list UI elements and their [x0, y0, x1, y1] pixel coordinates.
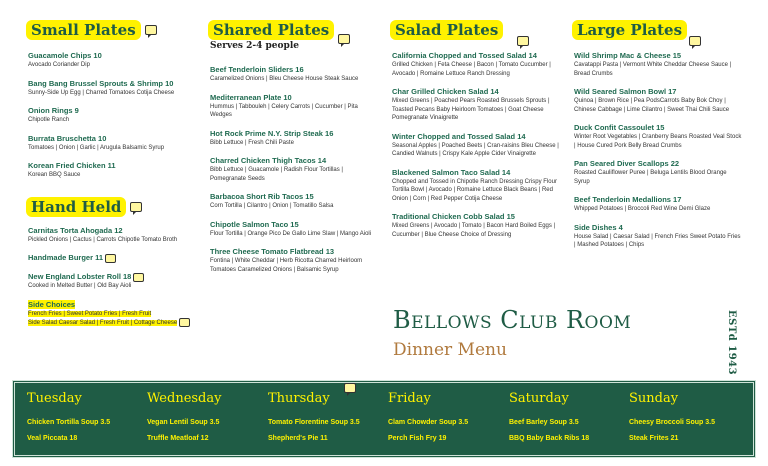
menu-item: Char Grilled Chicken Salad 14 Mixed Greens | Poached Pears Roasted Brussels Sprouts | Toasted Pecans Baby Heirloom Tomatoes | Goat Cheese Pomegranate Vinaigrette — [392, 87, 550, 121]
comment-icon[interactable] — [105, 254, 116, 263]
menu-item: Side Dishes 4 House Salad | Caesar Salad | French Fries Sweet Potato Fries | Mashed Potatoes | Chips — [574, 222, 741, 248]
menu-subtitle: Dinner Menu — [393, 340, 507, 360]
day-sunday: Sunday Cheesy Broccoli Soup 3.5 Steak Frites 21 — [629, 391, 715, 442]
menu-item: Handmade Burger 11 — [28, 253, 196, 263]
menu-item: Chipotle Salmon Taco 15 Flour Tortilla | Orange Pico De Gallo Lime Slaw | Mango Aioli — [210, 219, 372, 237]
menu-item: Charred Chicken Thigh Tacos 14 Bibb Lettuce | Guacamole | Radish Flour Tortillas | Pomegranate Seeds — [210, 156, 343, 182]
menu-item: Wild Seared Salmon Bowl 17 Quinoa | Brown Rice | Pea PodsCarrots Baby Bok Choy | Chinese Cabbage | Lime Cilantro | Sweet Thai Chili Sauce — [574, 87, 730, 113]
menu-item: Hot Rock Prime N.Y. Strip Steak 16 Bibb Lettuce | Fresh Chili Paste — [210, 128, 334, 146]
day-saturday: Saturday Beef Barley Soup 3.5 BBQ Baby Back Ribs 18 — [509, 391, 590, 442]
menu-item: Blackened Salmon Taco Salad 14 Chopped and Tossed in Chipotle Ranch Dressing Crispy Flour Tortilla Bowl | Avocado | Romaine Lettuce Black Beans | Red Onion | Corn | Red Pepper Cotija Cheese — [392, 167, 557, 202]
menu-item: Wild Shrimp Mac & Cheese 15 Cavatappi Pasta | Vermont White Cheddar Cheese Sauce | Bread Crumbs — [574, 51, 732, 77]
comment-icon[interactable] — [179, 318, 190, 327]
side-choices: Side Choices French Fries | Sweet Potato Fries | Fresh Fruit Side Salad Caesar Salad | Fresh Fruit | Cottage Cheese — [28, 300, 196, 328]
large-plates-column — [572, 20, 742, 259]
shared-plates-column — [208, 20, 378, 283]
comment-icon[interactable] — [689, 36, 701, 46]
day-tuesday: Tuesday Chicken Tortilla Soup 3.5 Veal Piccata 18 — [27, 391, 111, 442]
small-plates-column — [26, 20, 196, 337]
menu-item: Barbacoa Short Rib Tacos 15 Corn Tortilla | Cilantro | Onion | Tomatillo Salsa — [210, 192, 334, 209]
menu-item: Bang Bang Brussel Sprouts & Shrimp 10 Sunny-Side Up Egg | Charred Tomatoes Cotija Cheese — [28, 78, 175, 96]
large-plates-heading: Large Plates — [572, 20, 687, 40]
menu-item: New England Lobster Roll 18 Cooked in Melted Butter | Old Bay Aioli — [28, 272, 196, 291]
shared-plates-heading: Shared Plates — [208, 20, 334, 40]
comment-icon[interactable] — [338, 34, 350, 44]
menu-item: Guacamole Chips 10 Avocado Coriander Dip — [28, 51, 102, 68]
established-year: ESTd 1943 — [726, 310, 737, 376]
weekly-specials-bar — [12, 380, 756, 458]
comment-icon[interactable] — [133, 273, 144, 282]
day-wednesday: Wednesday Vegan Lentil Soup 3.5 Truffle Meatloaf 12 — [147, 391, 222, 442]
day-thursday: Thursday Tomato Florentine Soup 3.5 Shepherd's Pie 11 — [268, 391, 360, 442]
restaurant-name: Bellows Club Room — [393, 306, 632, 334]
day-friday: Friday Clam Chowder Soup 3.5 Perch Fish Fry 19 — [388, 391, 469, 442]
menu-item: Onion Rings 9 Chipotle Ranch — [28, 106, 79, 123]
salad-plates-column — [390, 20, 560, 248]
menu-item: California Chopped and Tossed Salad 14 Grilled Chicken | Feta Cheese | Bacon | Tomato Cucumber | Avocado | Romaine Lettuce Ranch Dressing — [392, 51, 551, 77]
menu-item: Duck Confit Cassoulet 15 Winter Root Vegetables | Cranberry Beans Roasted Veal Stock | House Cured Pork Belly Bread Crumbs — [574, 123, 742, 149]
comment-icon[interactable] — [517, 36, 529, 46]
menu-item: Mediterranean Plate 10 Hummus | Tabbouleh | Celery Carrots | Cucumber | Pita Wedges — [210, 92, 358, 118]
menu-item: Pan Seared Diver Scallops 22 Roasted Cauliflower Puree | Beluga Lentils Blood Orange Syrup — [574, 159, 727, 185]
shared-plates-subtitle: Serves 2-4 people — [210, 41, 299, 51]
salad-plates-heading: Salad Plates — [390, 20, 503, 40]
hand-held-heading: Hand Held — [26, 197, 126, 217]
small-plates-heading: Small Plates — [26, 20, 141, 40]
menu-item: Burrata Bruschetta 10 Tomatoes | Onion | Garlic | Arugula Balsamic Syrup — [28, 133, 165, 151]
comment-icon[interactable] — [130, 202, 142, 212]
menu-item: Three Cheese Tomato Flatbread 13 Fontina | White Cheddar | Herb Ricotta Charred Heirloom Tomatoes Caramelized Onions | Balsamic Syrup — [210, 247, 363, 273]
menu-item: Traditional Chicken Cobb Salad 15 Mixed Greens | Avocado | Tomato | Bacon Hard Boiled Eggs | Cucumber | Blue Cheese Choice of Dressing — [392, 212, 556, 238]
menu-item: Beef Tenderloin Medallions 17 Whipped Potatoes | Broccoli Red Wine Demi Glaze — [574, 195, 711, 212]
menu-item: Carnitas Torta Ahogada 12 Pickled Onions | Cactus | Carrots Chipotle Tomato Broth — [28, 225, 178, 243]
comment-icon[interactable] — [145, 25, 157, 35]
menu-item: Korean Fried Chicken 11 Korean BBQ Sauce — [28, 161, 116, 178]
menu-item: Winter Chopped and Tossed Salad 14 Seasonal Apples | Poached Beets | Cran-raisins Bleu Cheese | Candied Walnuts | Crispy Kale Apple Cider Vinaigrette — [392, 131, 559, 157]
menu-item: Beef Tenderloin Sliders 16 Caramelized Onions | Bleu Cheese House Steak Sauce — [210, 65, 359, 82]
